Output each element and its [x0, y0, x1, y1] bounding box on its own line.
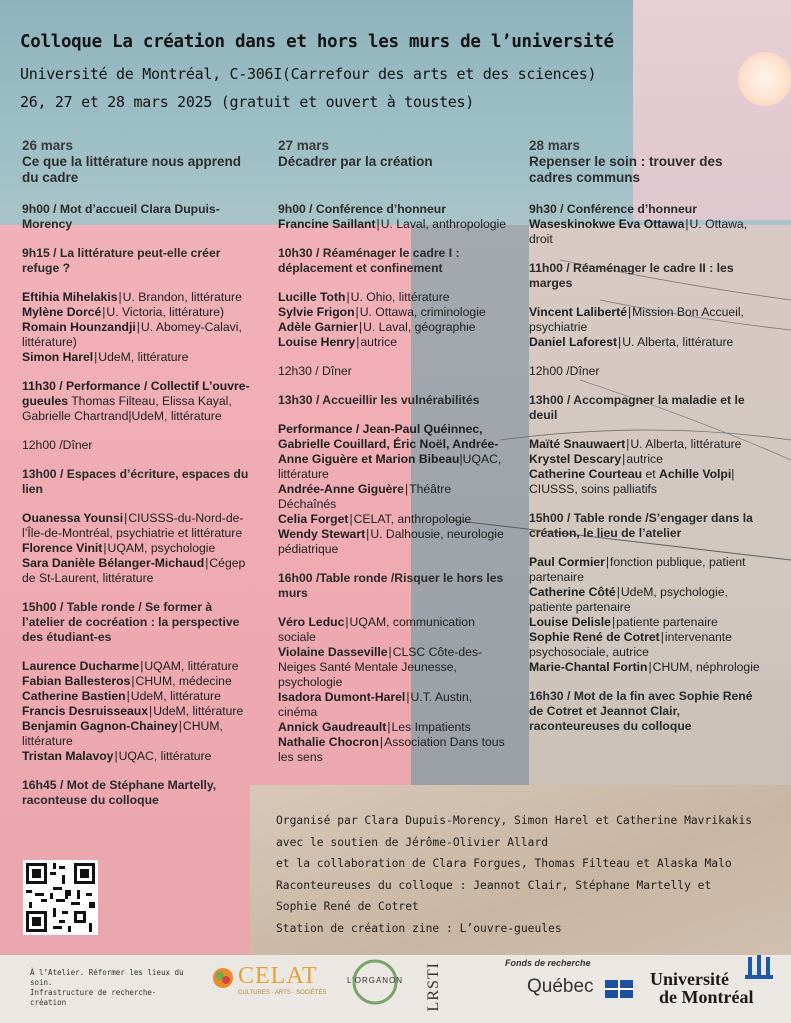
speaker: Annick Gaudreault| Les Impatients [278, 720, 510, 735]
day-theme: Repenser le soin : trouver des cadres communs [529, 154, 723, 185]
speaker-list [529, 217, 766, 247]
credit-line: Raconteureuses du colloque : Jeannot Clair, Stéphane Martelly et [276, 878, 712, 892]
day-date: 26 mars [22, 138, 74, 153]
speaker: Nathalie Chocron| Association Dans tous les sens [278, 735, 510, 765]
speaker: Andrée-Anne Giguère| Théâtre Déchaînés [278, 482, 510, 512]
speaker: Sara Danièle Bélanger-Michaud| Cégep de St-Laurent, littérature [22, 556, 254, 586]
session-title: 16h00 /Table ronde /Risquer le hors les murs [278, 571, 504, 600]
credit-line: Sophie René de Cotret [276, 900, 419, 913]
speaker-list [278, 615, 510, 765]
day-date: 27 mars [278, 138, 330, 153]
poster-title: Colloque La création dans et hors les murs de l’université [20, 32, 614, 52]
speaker: Maïté Snauwaert| U. Alberta, littérature [529, 437, 766, 452]
atelier-logo: À l’Atelier. Réformer les lieux du soin. Infrastructure de recherche-création [30, 968, 184, 1007]
lunch-break: 12h00 /Dîner [22, 438, 93, 452]
session-title: 13h00 / Accompagner la maladie et le deuil [529, 393, 745, 422]
speaker: Sophie René de Cotret| intervenante psychosociale, autrice [529, 630, 766, 660]
speaker: Simon Harel| UdeM, littérature [22, 350, 254, 365]
lrsti-logo: LRSTI [425, 962, 442, 1012]
lunch-break: 12h00 /Dîner [529, 364, 600, 378]
lunch-break: 12h30 / Dîner [278, 364, 352, 378]
session-title: 11h00 / Réaménager le cadre II : les marges [529, 261, 734, 290]
speaker: Florence Vinit| UQAM, psychologie [22, 541, 254, 556]
speaker: Waseskinokwe Eva Ottawa| U. Ottawa, droit [529, 217, 766, 247]
speaker-list [22, 290, 254, 365]
speaker-list [22, 659, 254, 764]
udem-icon [745, 955, 773, 981]
session-title: 9h00 / Mot d’accueil Clara Dupuis-Morency [22, 202, 220, 231]
frq-logo: Fonds de recherche Québec [505, 958, 635, 1002]
speaker-list [278, 482, 510, 557]
day-theme: Ce que la littérature nous apprend du cadre [22, 154, 242, 185]
speaker: Louise Henry| autrice [278, 335, 510, 350]
session-title: 13h00 / Espaces d’écriture, espaces du lien [22, 467, 249, 496]
session-title: 15h00 / Table ronde /S’engager dans la création, le lieu de l’atelier [529, 511, 753, 540]
session-title: 13h30 / Accueillir les vulnérabilités [278, 393, 480, 407]
speaker: Louise Delisle| patiente partenaire [529, 615, 766, 630]
day-date: 28 mars [529, 138, 581, 153]
speaker-list [278, 217, 510, 232]
session-title: 16h30 / Mot de la fin avec Sophie René de Cotret et Jeannot Clair, raconteureuses du colloque [529, 689, 753, 733]
speaker: Laurence Ducharme| UQAM, littérature [22, 659, 254, 674]
speaker: Vincent Laliberté| Mission Bon Accueil, psychiatrie [529, 305, 766, 335]
session-title: 9h30 / Conférence d’honneur [529, 202, 697, 216]
credit-line: Organisé par Clara Dupuis-Morency, Simon Harel et Catherine Mavrikakis [276, 814, 753, 827]
speaker: Isadora Dumont-Harel| U.T. Austin, cinéma [278, 690, 510, 720]
poster-venue: Université de Montréal, C-306I(Carrefour des arts et des sciences) [20, 65, 597, 83]
speaker-list [278, 290, 510, 350]
speaker: Wendy Stewart| U. Dalhousie, neurologie pédiatrique [278, 527, 510, 557]
speaker: Francis Desruisseaux| UdeM, littérature [22, 704, 254, 719]
speaker: Daniel Laforest| U. Alberta, littérature [529, 335, 766, 350]
credit-line: Station de création zine : L’ouvre-gueules [276, 921, 562, 935]
speaker: Eftihia Mihelakis| U. Brandon, littérature [22, 290, 254, 305]
credit-line: et la collaboration de Clara Forgues, Thomas Filteau et Alaska Malo [276, 857, 732, 870]
udem-logo: Université de Montréal [645, 955, 780, 1005]
credits-block [276, 810, 776, 939]
celat-icon [212, 967, 234, 989]
speaker-list [22, 511, 254, 586]
speaker: Romain Hounzandji| U. Abomey-Calavi, littérature) [22, 320, 254, 350]
speaker: Fabian Ballesteros| CHUM, médecine [22, 674, 254, 689]
speaker: Véro Leduc| UQAM, communication sociale [278, 615, 510, 645]
day-theme: Décadrer par la création [278, 154, 433, 169]
celat-logo: CELAT CULTURES · ARTS · SOCIÉTÉS [212, 963, 327, 999]
speaker: Violaine Dasseville| CLSC Côte-des-Neiges Santé Mentale Jeunesse, psychologie [278, 645, 510, 690]
speaker: Adèle Garnier| U. Laval, géographie [278, 320, 510, 335]
session-title: 10h30 / Réaménager le cadre I : déplacement et confinement [278, 246, 460, 275]
credit-line: avec le soutien de Jérôme-Olivier Allard [276, 835, 549, 849]
quebec-flag-icon [605, 980, 633, 998]
session-title: 9h00 / Conférence d’honneur [278, 202, 446, 216]
session-title: 9h15 / La littérature peut-elle créer refuge ? [22, 246, 221, 275]
organon-logo: L’ORGANON [340, 958, 410, 1006]
speaker: Marie-Chantal Fortin| CHUM, néphrologie [529, 660, 766, 675]
speaker-pair: Catherine Courteau et Achille Volpi| CIUSSS, soins palliatifs [529, 467, 735, 496]
speaker: Benjamin Gagnon-Chainey| CHUM, littérature [22, 719, 254, 749]
speaker: Celia Forget| CELAT, anthropologie [278, 512, 510, 527]
speaker: Krystel Descary| autrice [529, 452, 766, 467]
speaker: Mylène Dorcé| U. Victoria, littérature) [22, 305, 254, 320]
speaker: Catherine Bastien| UdeM, littérature [22, 689, 254, 704]
qr-code-icon[interactable] [23, 860, 98, 935]
session-performance: Performance / Jean-Paul Quéinnec, Gabrielle Couillard, Éric Noël, Andrée-Anne Giguère et Marion Bibeau|UQAC, littérature [278, 422, 502, 481]
speaker: Ouanessa Younsi| CIUSSS-du-Nord-de-l’Île-de-Montréal, psychiatrie et littérature [22, 511, 254, 541]
speaker-list [529, 305, 766, 350]
day-26-column [22, 138, 254, 808]
speaker-list [529, 437, 766, 497]
speaker: Lucille Toth| U. Ohio, littérature [278, 290, 510, 305]
day-28-column [529, 138, 766, 734]
speaker-list [529, 555, 766, 675]
speaker: Catherine Côté| UdeM, psychologie, patiente partenaire [529, 585, 766, 615]
speaker: Tristan Malavoy| UQAC, littérature [22, 749, 254, 764]
session-performance: 11h30 / Performance / Collectif L’ouvre-gueules Thomas Filteau, Elissa Kayal, Gabrielle Chartrand|UdeM, littérature [22, 379, 250, 423]
speaker: Paul Cormier| fonction publique, patient partenaire [529, 555, 766, 585]
day-27-column [278, 138, 510, 765]
speaker: Francine Saillant| U. Laval, anthropologie [278, 217, 510, 232]
session-title: 16h45 / Mot de Stéphane Martelly, raconteuse du colloque [22, 778, 217, 807]
speaker: Sylvie Frigon| U. Ottawa, criminologie [278, 305, 510, 320]
session-title: 15h00 / Table ronde / Se former à l’atelier de cocréation : la perspective des étudiant-es [22, 600, 240, 644]
poster-dates: 26, 27 et 28 mars 2025 (gratuit et ouvert à toustes) [20, 93, 475, 111]
